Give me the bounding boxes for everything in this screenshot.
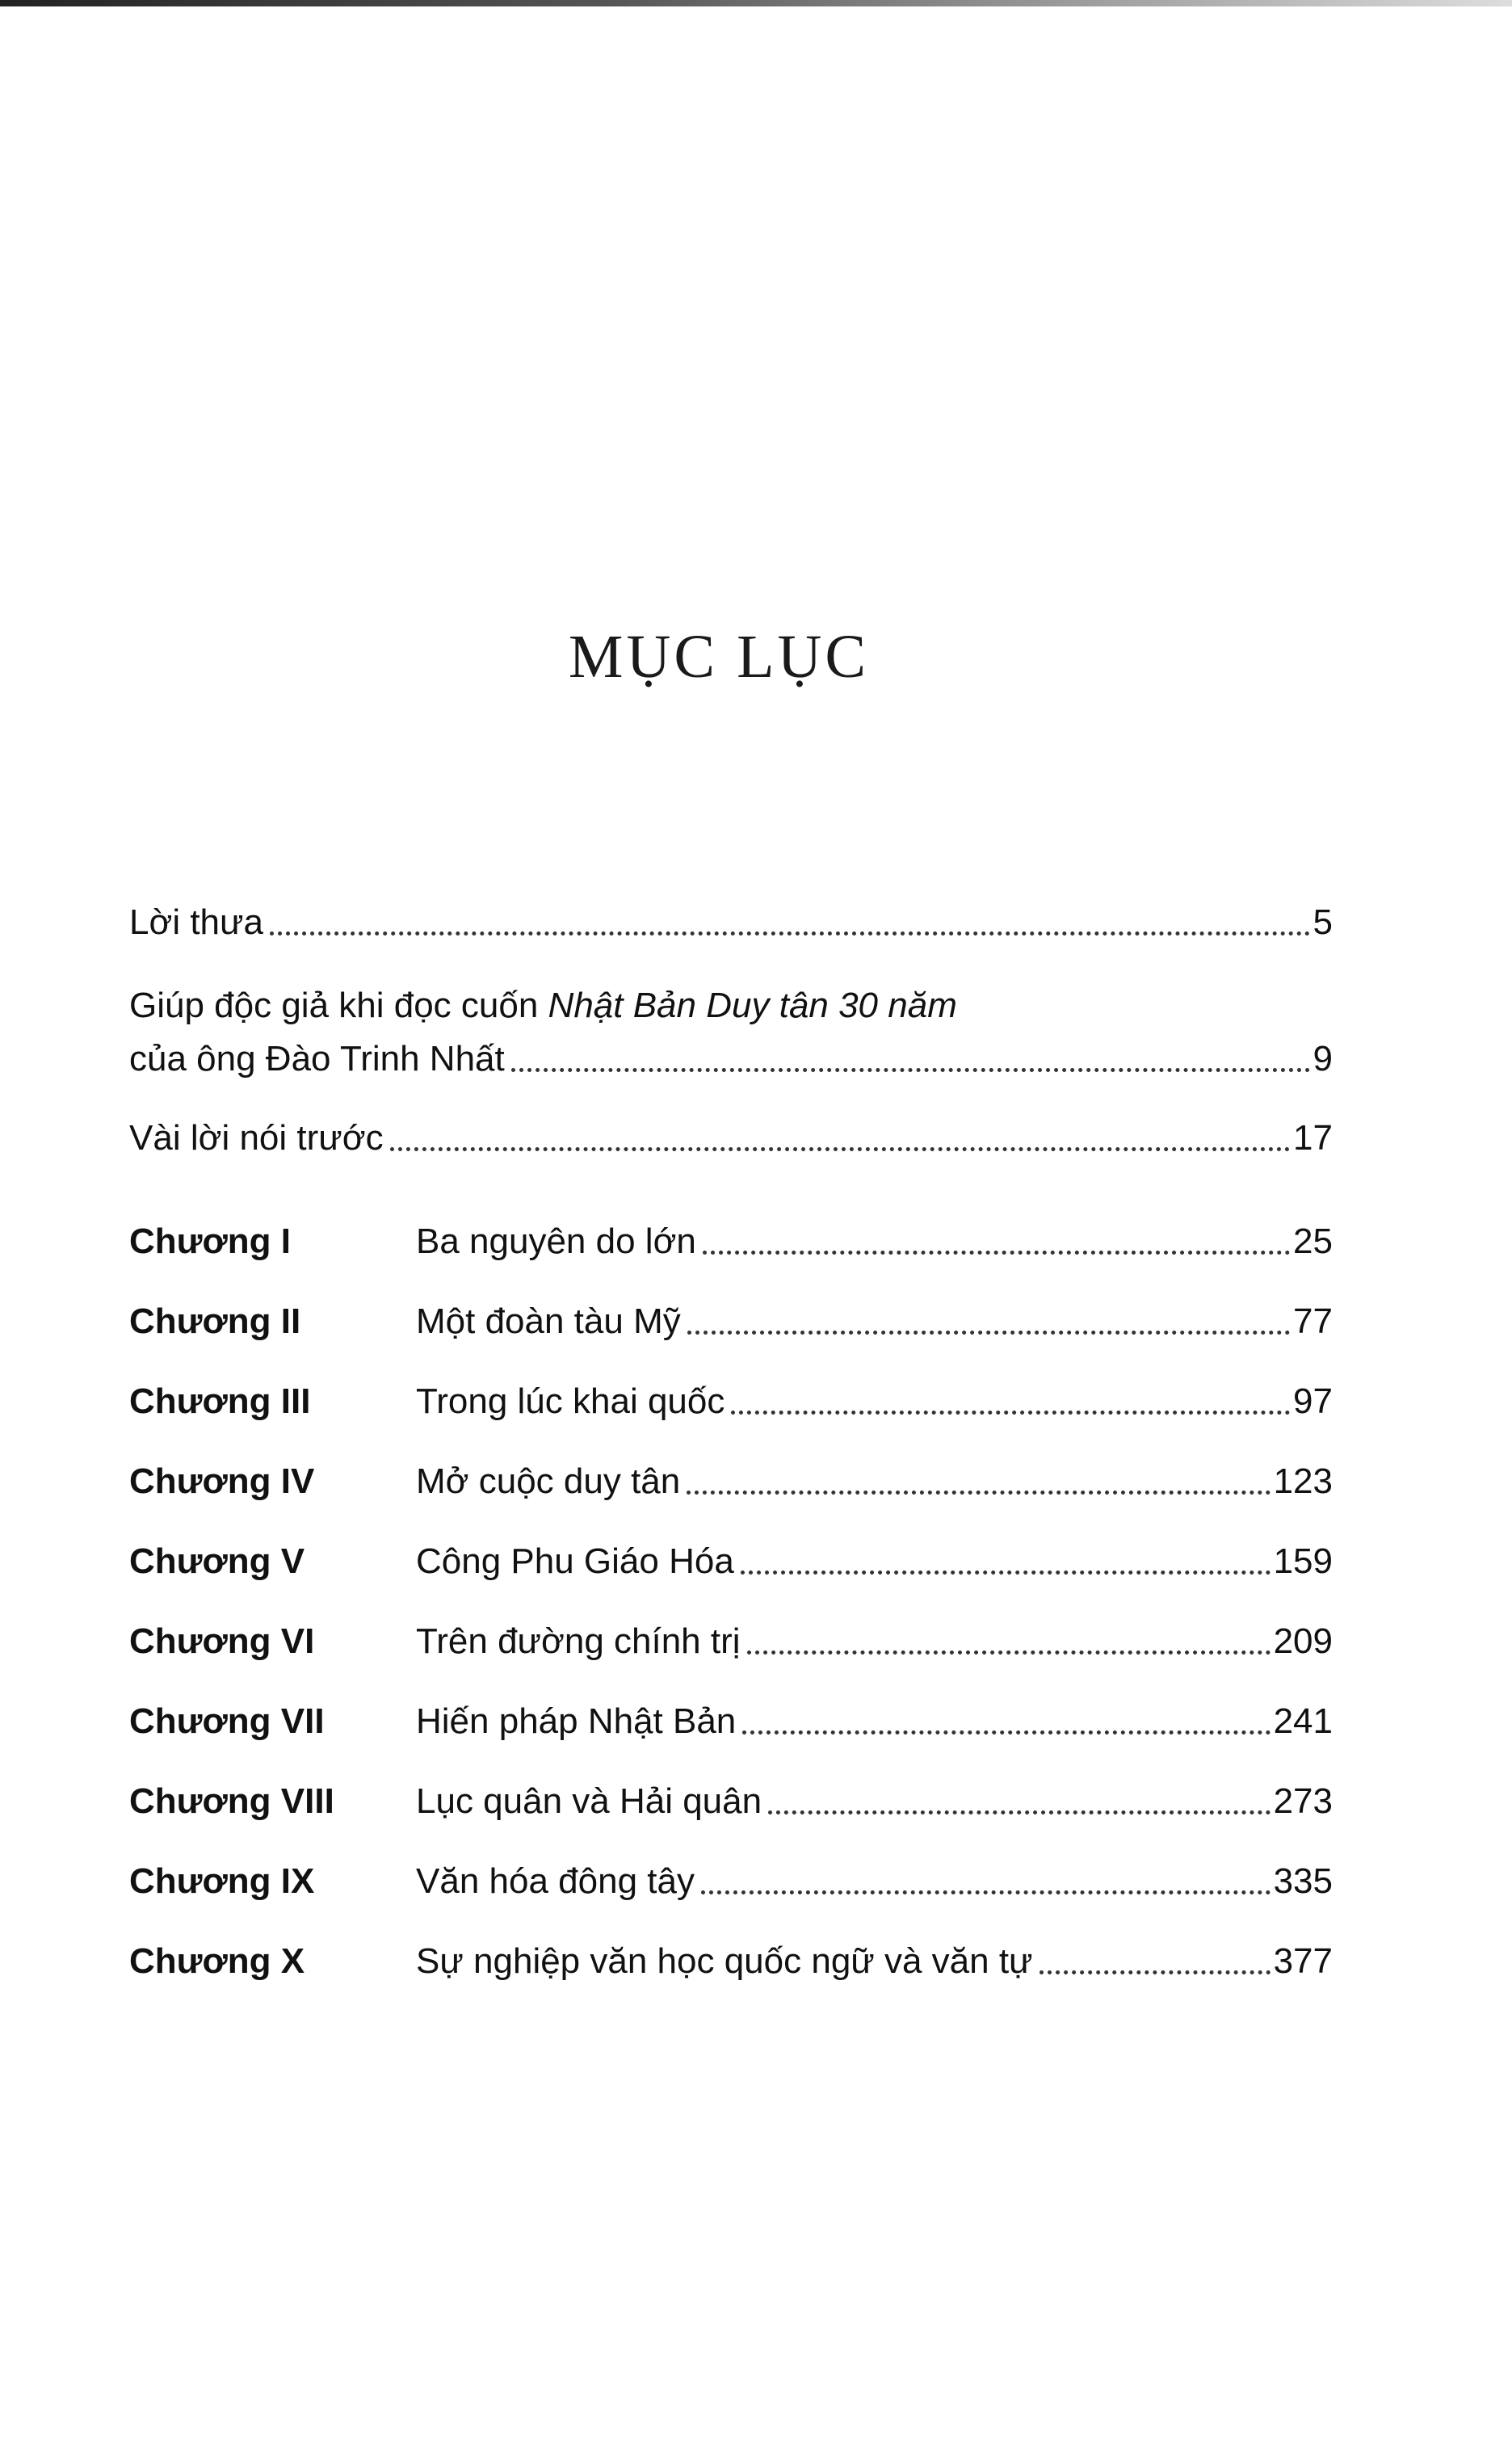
chapter-number: Chương VI <box>129 1621 315 1661</box>
book-title-italic: Nhật Bản Duy tân 30 năm <box>548 986 957 1025</box>
dot-leader <box>731 1411 1290 1415</box>
chapter-page: 77 <box>1293 1301 1333 1341</box>
chapter-title: Trong lúc khai quốc <box>416 1381 725 1421</box>
page-title: MỤC LỤC <box>568 623 870 691</box>
page-top-edge <box>0 0 1512 6</box>
toc-entry-page: 5 <box>1312 902 1333 942</box>
toc-entry-label: của ông Đào Trinh Nhất <box>129 1039 505 1079</box>
toc-entry-label: Lời thưa <box>129 902 263 942</box>
chapter-number: Chương II <box>129 1301 301 1341</box>
chapter-page: 273 <box>1273 1781 1333 1821</box>
chapter-page: 159 <box>1273 1541 1333 1581</box>
chapter-title: Trên đường chính trị <box>416 1621 741 1661</box>
dot-leader <box>390 1147 1290 1151</box>
toc-entry-front-1-line1 <box>129 983 957 1028</box>
toc-entry-page: 17 <box>1293 1118 1333 1158</box>
toc-entry-front-1[interactable] <box>129 1033 1333 1082</box>
chapter-title: Mở cuộc duy tân <box>416 1461 681 1501</box>
dot-leader <box>741 1570 1270 1575</box>
chapter-number: Chương VII <box>129 1701 325 1741</box>
toc-chapter-row[interactable] <box>129 1296 1333 1344</box>
toc-chapter-row[interactable] <box>129 1456 1333 1504</box>
dot-leader <box>511 1068 1310 1072</box>
chapter-number: Chương IX <box>129 1861 315 1901</box>
chapter-page: 241 <box>1273 1701 1333 1741</box>
toc-entry-label: Vài lời nói trước <box>129 1118 384 1158</box>
toc-chapter-row[interactable] <box>129 1536 1333 1584</box>
chapter-page: 209 <box>1273 1621 1333 1661</box>
chapter-title: Một đoàn tàu Mỹ <box>416 1301 681 1341</box>
chapter-number: Chương X <box>129 1941 305 1981</box>
chapter-number: Chương VIII <box>129 1781 334 1821</box>
chapter-page: 123 <box>1273 1461 1333 1501</box>
dot-leader <box>703 1251 1290 1255</box>
toc-chapter-row[interactable] <box>129 1936 1333 1984</box>
chapter-title: Ba nguyên do lớn <box>416 1222 696 1261</box>
chapter-number: Chương V <box>129 1541 305 1581</box>
chapter-title: Sự nghiệp văn học quốc ngữ và văn tự <box>416 1941 1033 1981</box>
toc-entry-front-0[interactable] <box>129 897 1333 945</box>
dot-leader <box>270 931 1310 936</box>
chapter-page: 377 <box>1273 1941 1333 1981</box>
dot-leader <box>701 1890 1270 1894</box>
toc-chapter-row[interactable] <box>129 1856 1333 1904</box>
toc-chapter-row[interactable] <box>129 1216 1333 1264</box>
toc-entry-front-2[interactable] <box>129 1112 1333 1161</box>
dot-leader <box>768 1810 1270 1814</box>
chapter-number: Chương IV <box>129 1461 315 1501</box>
dot-leader <box>687 1331 1290 1335</box>
dot-leader <box>742 1730 1270 1734</box>
dot-leader <box>747 1650 1270 1655</box>
toc-chapter-row[interactable] <box>129 1776 1333 1824</box>
chapter-number: Chương I <box>129 1222 291 1261</box>
toc-chapter-row[interactable] <box>129 1616 1333 1664</box>
toc-entry-page: 9 <box>1312 1039 1333 1079</box>
toc-chapter-row[interactable] <box>129 1696 1333 1744</box>
chapter-page: 25 <box>1293 1222 1333 1261</box>
toc-entry-label-prefix: Giúp độc giả khi đọc cuốn <box>129 986 548 1025</box>
chapter-title: Văn hóa đông tây <box>416 1861 695 1901</box>
chapter-page: 97 <box>1293 1381 1333 1421</box>
dot-leader <box>687 1491 1270 1495</box>
chapter-number: Chương III <box>129 1381 311 1421</box>
chapter-title: Hiến pháp Nhật Bản <box>416 1701 737 1741</box>
chapter-title: Lục quân và Hải quân <box>416 1781 762 1821</box>
chapter-title: Công Phu Giáo Hóa <box>416 1541 734 1581</box>
dot-leader <box>1040 1970 1270 1974</box>
toc-chapter-row[interactable] <box>129 1376 1333 1424</box>
chapter-page: 335 <box>1273 1861 1333 1901</box>
